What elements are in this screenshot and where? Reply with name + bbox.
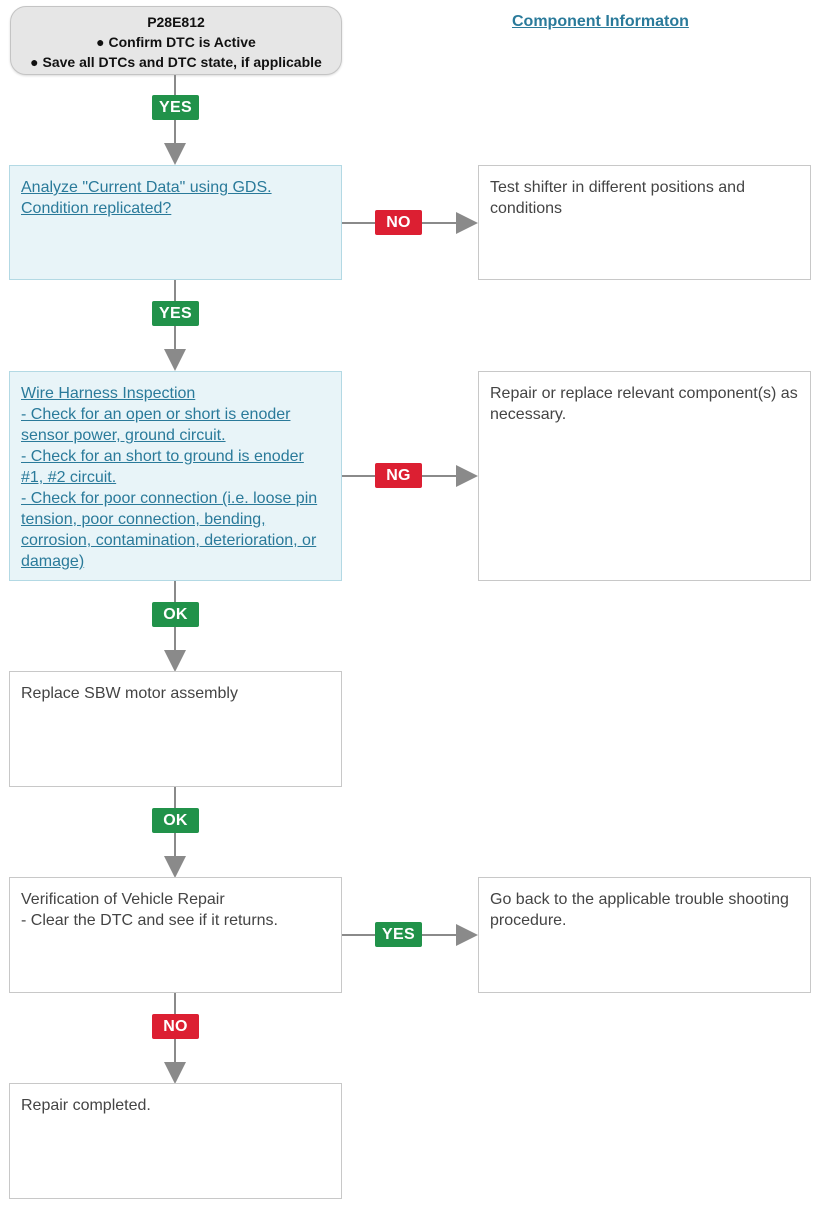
verification-step	[9, 877, 342, 993]
component-information-link[interactable]: Component Informaton	[512, 13, 689, 30]
go-back-text: Go back to the applicable trouble shooting procedure.	[490, 891, 789, 929]
repair-component-text: Repair or replace relevant component(s) as necessary.	[490, 385, 798, 423]
ng-tag: NG	[375, 463, 422, 488]
analyze-current-data-link[interactable]: Analyze "Current Data" using GDS.	[21, 179, 272, 196]
arrow-down-icon	[164, 650, 186, 672]
arrow-down-icon	[164, 143, 186, 165]
test-shifter-text: Test shifter in different positions and conditions	[490, 179, 745, 217]
yes-tag: YES	[152, 301, 199, 326]
arrow-down-icon	[164, 1062, 186, 1084]
arrow-right-icon	[456, 924, 478, 946]
wire-harness-inspection-step	[9, 371, 342, 581]
no-tag: NO	[375, 210, 422, 235]
repair-completed-step	[9, 1083, 342, 1199]
ok-tag: OK	[152, 602, 199, 627]
arrow-right-icon	[456, 465, 478, 487]
yes-tag: YES	[152, 95, 199, 120]
ok-tag: OK	[152, 808, 199, 833]
dtc-code: P28E812	[147, 14, 205, 30]
save-dtc-text: ● Save all DTCs and DTC state, if applicable	[30, 54, 322, 70]
go-back-step	[478, 877, 811, 993]
start-node	[10, 6, 342, 75]
yes-tag: YES	[375, 922, 422, 947]
no-tag: NO	[152, 1014, 199, 1039]
wire-harness-inspection-link[interactable]: Wire Harness Inspection	[21, 385, 196, 402]
check-poor-connection-link[interactable]: - Check for poor connection (i.e. loose pin tension, poor connection, bending, corrosion, contamination, deterioration, or damage)	[21, 490, 318, 570]
repair-component-step	[478, 371, 811, 581]
analyze-current-data-step	[9, 165, 342, 280]
test-shifter-step	[478, 165, 811, 280]
arrow-down-icon	[164, 856, 186, 878]
condition-replicated-link[interactable]: Condition replicated?	[21, 200, 172, 217]
check-short-ground-link[interactable]: - Check for an short to ground is enoder #1, #2 circuit.	[21, 448, 304, 486]
check-open-short-link[interactable]: - Check for an open or short is enoder sensor power, ground circuit.	[21, 406, 291, 444]
arrow-down-icon	[164, 349, 186, 371]
verification-instruction: - Clear the DTC and see if it returns.	[21, 912, 278, 929]
arrow-right-icon	[456, 212, 478, 234]
replace-motor-text: Replace SBW motor assembly	[21, 685, 238, 702]
replace-motor-step	[9, 671, 342, 787]
repair-completed-text: Repair completed.	[21, 1097, 151, 1114]
confirm-dtc-text: ● Confirm DTC is Active	[96, 34, 256, 50]
verification-title: Verification of Vehicle Repair	[21, 891, 225, 908]
